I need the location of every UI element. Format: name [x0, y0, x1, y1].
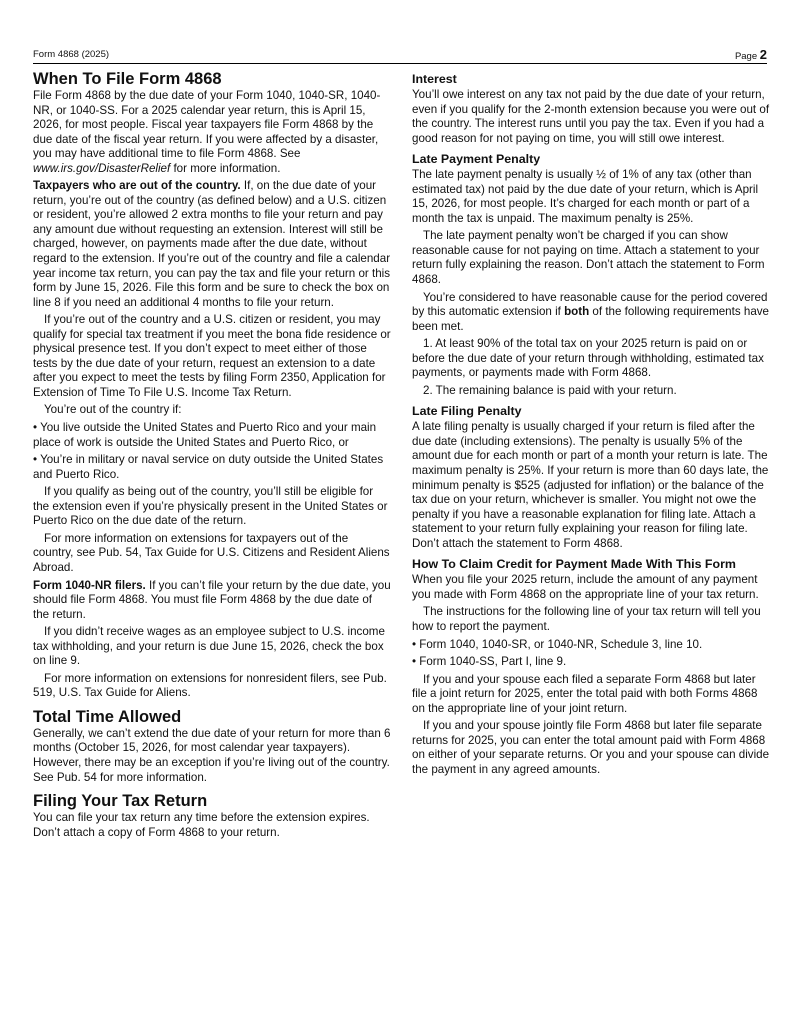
text: The late payment penalty won’t be charged if you can show reasonable cause for not paying on time. Attach a statement to your return fully explaining the reason. Don’t attach the statement to Form 4868. — [412, 229, 765, 287]
page-prefix: Page — [734, 51, 760, 62]
text: If you’re out of the country and a U.S. citizen or resident, you may qualify for special tax treatment if you meet the bona fide residence or physical presence test. If you don’t expect to meet either of those tests by the due date of your return, request an extension to a date after you expect to meet the tests by filing Form 2350, Application for Extension of Time To File U.S. Income Tax Return. — [33, 313, 391, 399]
link-text: www.irs.gov/DisasterRelief — [33, 161, 171, 175]
paragraph — [33, 579, 391, 623]
subheading-how-to-claim-credit-for-payment-made-wit — [412, 556, 770, 572]
text: • You’re in military or naval service on duty outside the United States and Puerto Rico. — [33, 453, 384, 481]
text: of the following requirements have been met. — [412, 305, 770, 333]
section-heading-filing-your-tax-return — [33, 791, 391, 811]
form-label: Form 4868 (2025) — [33, 49, 110, 60]
text: • You live outside the United States and Puerto Rico and your main place of work is outside the United States and Puerto Rico, or — [33, 421, 377, 449]
section-heading-total-time-allowed — [33, 707, 391, 727]
paragraph — [412, 168, 770, 226]
paragraph — [412, 291, 770, 335]
text: If you and your spouse jointly file Form 4868 but later file separate returns for 2025, you can enter the total amount paid with Form 4868 on either of your separate returns. Or you and your spouse can divide the payment in any agreed amounts. — [412, 719, 770, 776]
text: When you file your 2025 return, include the amount of any payment you made with Form 4868 on the appropriate line of your tax return. — [412, 573, 759, 601]
text: For more information on extensions for nonresident filers, see Pub. 519, U.S. Tax Guide for Aliens. — [33, 671, 387, 700]
text: A late filing penalty is usually charged if your return is filed after the due date (including extensions). The penalty is usually 5% of the amount due for each month or part of a month your return is late. The maximum penalty is 25%. If your return is more than 60 days late, the minimum penalty is $525 (adjusted for inflation) or the balance of the tax due on your return, whichever is smaller. You might not owe the penalty if you have a reasonable explanation for filing late. Attach a statement to your return fully explaining your reason for filing late. Don’t attach the statement to Form 4868. — [412, 420, 769, 550]
subheading-late-payment-penalty — [412, 151, 770, 167]
bold-lead-text: Form 1040-NR filers. — [33, 578, 146, 592]
bullet-item — [412, 655, 770, 670]
paragraph — [412, 719, 770, 777]
section-heading-when-to-file-form-4868 — [33, 69, 391, 89]
paragraph — [33, 727, 391, 785]
text: If you can’t file your return by the due date, you should file Form 4868. You must file Form 4868 by the due date of the return. — [33, 578, 391, 621]
text: You can file your tax return any time before the extension expires. Don’t attach a copy of Form 4868 to your return. — [33, 811, 370, 839]
text: 2. The remaining balance is paid with your return. — [423, 383, 677, 397]
subheading-interest — [412, 71, 770, 87]
text: If you and your spouse each filed a separate Form 4868 but later file a joint return for 2025, enter the total paid with both Forms 4868 on the appropriate line of your joint return. — [412, 672, 758, 715]
bullet-item — [412, 638, 770, 653]
paragraph — [33, 89, 391, 176]
page-number: 2 — [759, 47, 767, 62]
paragraph — [412, 88, 770, 146]
text: Filing Your Tax Return — [33, 792, 208, 811]
text: Interest — [412, 72, 457, 86]
paragraph — [412, 573, 770, 602]
text: When To File Form 4868 — [33, 70, 222, 88]
text: • Form 1040, 1040-SR, or 1040-NR, Schedule 3, line 10. — [412, 637, 703, 651]
text: Late Filing Penalty — [412, 404, 522, 419]
text: The late payment penalty is usually ½ of 1% of any tax (other than estimated tax) not paid by the due date of your return, which is April 15, 2026, for most people. It’s charged for each month or part of a month the tax is unpaid. The maximum penalty is 25%. — [412, 168, 759, 225]
paragraph — [33, 672, 391, 701]
text: Total Time Allowed — [33, 707, 182, 726]
paragraph — [412, 673, 770, 717]
bullet-item — [33, 421, 391, 450]
page-header — [33, 47, 767, 64]
text: Late Payment Penalty — [412, 152, 541, 167]
text: Generally, we can’t extend the due date of your return for more than 6 months (October 15, 2026, for most calendar year taxpayers). However, there may be an exception if you’re living out of the country. See Pub. 54 for more information. — [33, 726, 391, 784]
paragraph — [33, 625, 391, 669]
paragraph — [412, 229, 770, 287]
right-column — [412, 68, 770, 780]
paragraph — [33, 811, 391, 840]
bold-lead-text: Taxpayers who are out of the country. — [33, 179, 241, 193]
text: for more information. — [170, 161, 281, 175]
paragraph — [33, 179, 391, 310]
subheading-late-filing-penalty — [412, 403, 770, 419]
text: You’ll owe interest on any tax not paid by the due date of your return, even if you qualify for the 2-month extension because you were out of the country. The interest runs until you pay the tax. Even if you had a good reason for not paying on time, you will still owe interest. — [412, 88, 770, 145]
page-indicator — [735, 47, 767, 62]
bold-lead-text: both — [564, 305, 590, 319]
bullet-item — [33, 453, 391, 482]
text: 1. At least 90% of the total tax on your 2025 return is paid on or before the due date of your return through withholding, estimated tax payments, or payments made with Form 4868. — [412, 337, 764, 380]
text: If, on the due date of your return, you’re out of the country (as defined below) and a U.S. citizen or resident, you’re allowed 2 extra months to file your return and pay any amount due without requesting an extension. Interest will still be charged, however, on payments made after the due date, without regard to the extension. If you’re out of the country and file a calendar year income tax return, you can pay the tax and file your return or this form by June 15, 2026. File this form and be sure to check the box on line 8 if you need an additional 4 months to file your return. — [33, 179, 391, 309]
paragraph — [33, 485, 391, 529]
text: File Form 4868 by the due date of your Form 1040, 1040-SR, 1040-NR, or 1040-SS. For a 2025 calendar year return, this is April 15, 2026, for most people. Fiscal year taxpayers file Form 4868 by the due date of the fiscal year return. If you were affected by a disaster, you may have additional time to file Form 4868. See — [33, 89, 381, 161]
paragraph — [33, 313, 391, 400]
text: If you didn’t receive wages as an employee subject to U.S. income tax withholding, and your return is due June 15, 2026, check the box on line 9. — [33, 625, 385, 668]
text: If you qualify as being out of the country, you’ll still be eligible for the extension even if you’re physically present in the United States or Puerto Rico on the due date of the return. — [33, 485, 388, 528]
paragraph — [412, 384, 770, 399]
text: • Form 1040-SS, Part I, line 9. — [412, 655, 567, 669]
text: You’re considered to have reasonable cause for the period covered by this automatic extension if — [412, 290, 768, 319]
text: For more information on extensions for taxpayers out of the country, see Pub. 54, Tax Guide for U.S. Citizens and Resident Aliens Abroad. — [33, 531, 390, 574]
left-column — [33, 68, 391, 843]
paragraph — [33, 532, 391, 576]
paragraph — [412, 420, 770, 551]
paragraph — [33, 403, 391, 418]
text: You’re out of the country if: — [44, 403, 182, 417]
text: How To Claim Credit for Payment Made With This Form — [412, 557, 736, 572]
paragraph — [412, 337, 770, 381]
paragraph — [412, 605, 770, 634]
text: The instructions for the following line of your tax return will tell you how to report the payment. — [412, 605, 761, 633]
